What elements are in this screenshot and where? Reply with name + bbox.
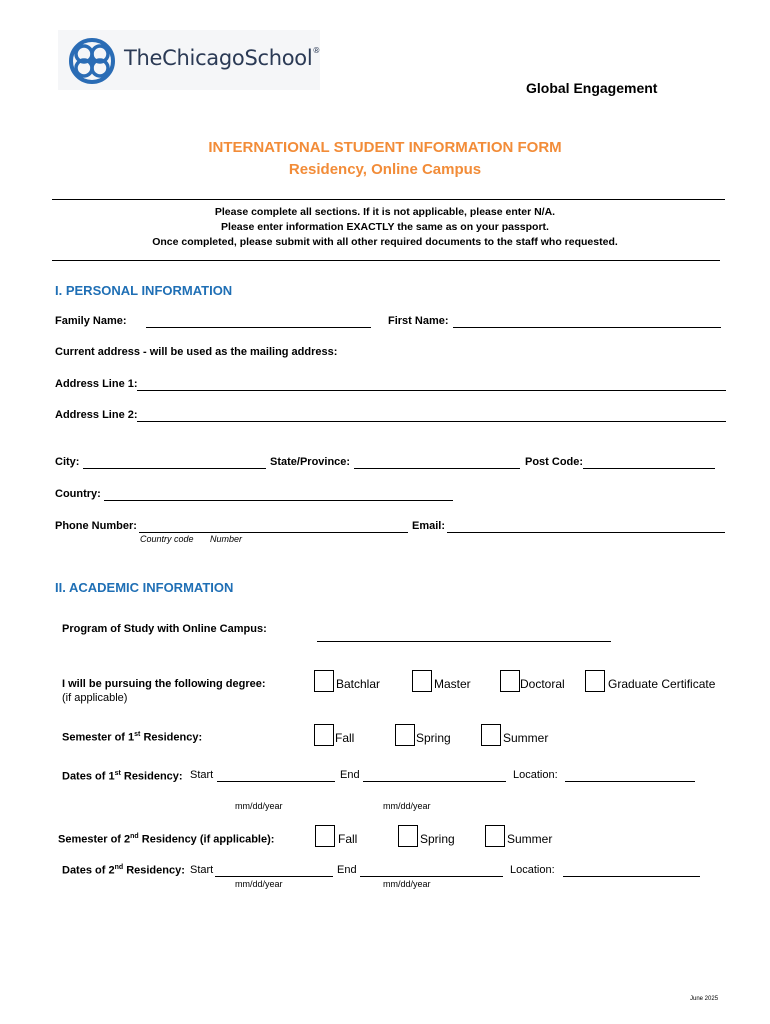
graduate-certificate-option-label: Graduate Certificate (608, 677, 716, 691)
dates-2-start-label: Start (190, 864, 214, 876)
semester-2-summer-label: Summer (507, 832, 553, 846)
semester-1-fall-checkbox[interactable] (314, 724, 334, 746)
family-name-field[interactable] (146, 315, 371, 333)
location-2-field[interactable] (563, 864, 700, 882)
country-label: Country: (55, 488, 101, 500)
address-line-1-label: Address Line 1: (55, 378, 138, 390)
dates-2-start-format: mm/dd/year (235, 879, 283, 889)
section-academic-heading: II. ACADEMIC INFORMATION (55, 580, 234, 595)
email-label: Email: (412, 520, 446, 532)
bachelor-checkbox[interactable] (314, 670, 334, 692)
degree-sublabel: (if applicable) (62, 692, 128, 704)
address-line-2-label: Address Line 2: (55, 409, 138, 421)
semester-1-summer-checkbox[interactable] (481, 724, 501, 746)
master-option-label: Master (434, 677, 471, 691)
dates-2-end-field[interactable] (360, 864, 503, 882)
dates-1-start-label: Start (190, 769, 214, 781)
semester-2-label: Semester of 2nd Residency (if applicable): (58, 833, 275, 846)
state-field[interactable] (354, 456, 520, 474)
address-line-2-field[interactable] (137, 409, 726, 427)
location-1-field[interactable] (565, 769, 695, 787)
program-field[interactable] (317, 629, 611, 647)
email-field[interactable] (447, 520, 725, 538)
chicago-school-logo-icon (68, 38, 116, 84)
dates-1-label: Dates of 1st Residency: (62, 770, 183, 783)
semester-2-spring-checkbox[interactable] (398, 825, 418, 847)
logo-text: TheChicagoSchool® (124, 46, 321, 70)
form-subtitle: Residency, Online Campus (288, 161, 482, 178)
number-hint: Number (210, 534, 243, 544)
program-label: Program of Study with Online Campus: (62, 623, 267, 635)
phone-label: Phone Number: (55, 520, 137, 532)
semester-2-summer-checkbox[interactable] (485, 825, 505, 847)
semester-1-spring-label: Spring (416, 731, 451, 745)
location-1-label: Location: (513, 769, 558, 781)
divider-top (52, 199, 725, 200)
instruction-3: Once completed, please submit with all other required documents to the staff who requested. (152, 236, 618, 248)
post-code-label: Post Code: (525, 456, 584, 468)
state-label: State/Province: (270, 456, 351, 468)
doctoral-option-label: Doctoral (520, 677, 565, 691)
department-label: Global Engagement (526, 80, 658, 96)
first-name-label: First Name: (388, 315, 449, 327)
semester-1-summer-label: Summer (503, 731, 549, 745)
semester-1-fall-label: Fall (335, 731, 355, 745)
post-code-field[interactable] (583, 456, 715, 474)
divider-bottom (52, 260, 720, 261)
semester-2-fall-checkbox[interactable] (315, 825, 335, 847)
section-personal-heading: I. PERSONAL INFORMATION (55, 283, 233, 298)
dates-1-end-format: mm/dd/year (383, 801, 431, 811)
dates-2-end-label: End (337, 864, 357, 876)
country-field[interactable] (104, 488, 453, 506)
address-line-1-field[interactable] (137, 378, 726, 396)
semester-1-spring-checkbox[interactable] (395, 724, 415, 746)
semester-2-fall-label: Fall (338, 832, 358, 846)
degree-label: I will be pursuing the following degree: (62, 678, 266, 690)
footer-date: June 2025 (690, 996, 719, 1002)
bachelor-option-label: Batchlar (336, 677, 381, 691)
dates-2-end-format: mm/dd/year (383, 879, 431, 889)
city-field[interactable] (83, 456, 266, 474)
graduate-certificate-checkbox[interactable] (585, 670, 605, 692)
location-2-label: Location: (510, 864, 555, 876)
doctoral-checkbox[interactable] (500, 670, 520, 692)
semester-2-spring-label: Spring (420, 832, 455, 846)
city-label: City: (55, 456, 80, 468)
semester-1-label: Semester of 1st Residency: (62, 731, 203, 744)
instruction-2: Please enter information EXACTLY the same as on your passport. (221, 221, 549, 233)
first-name-field[interactable] (453, 315, 721, 333)
current-address-label: Current address - will be used as the mailing address: (55, 346, 338, 358)
master-checkbox[interactable] (412, 670, 432, 692)
dates-1-start-format: mm/dd/year (235, 801, 283, 811)
form-title: INTERNATIONAL STUDENT INFORMATION FORM (208, 139, 562, 156)
dates-1-start-field[interactable] (217, 769, 335, 787)
dates-1-end-label: End (340, 769, 360, 781)
dates-2-label: Dates of 2nd Residency: (62, 864, 185, 877)
instruction-1: Please complete all sections. If it is not applicable, please enter N/A. (214, 206, 556, 218)
family-name-label: Family Name: (55, 315, 127, 327)
dates-1-end-field[interactable] (363, 769, 506, 787)
country-code-hint: Country code (140, 534, 194, 544)
